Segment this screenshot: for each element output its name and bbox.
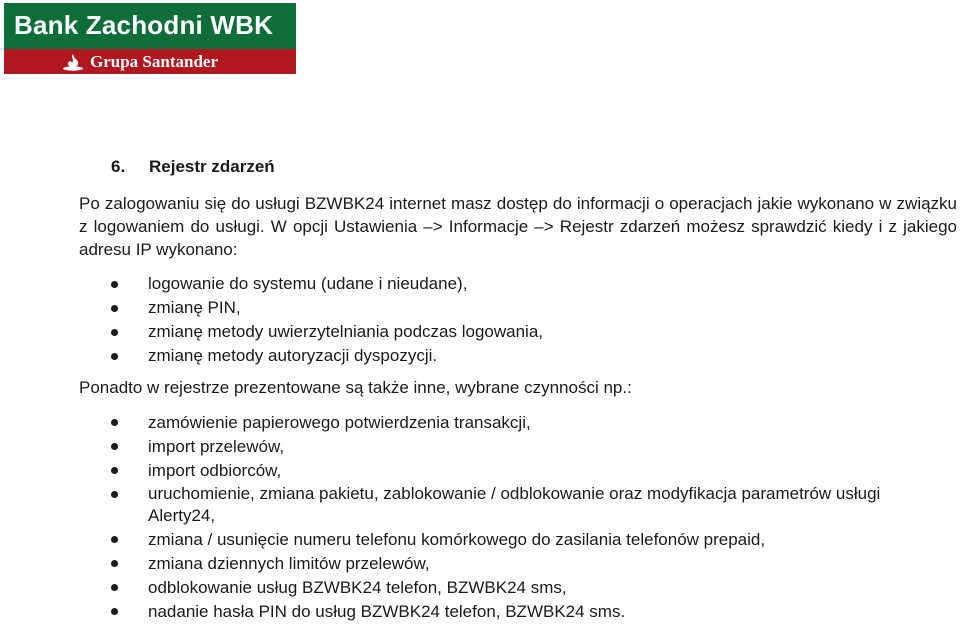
secondary-paragraph: Ponadto w rejestrze prezentowane są także inne, wybrane czynności np.: (79, 378, 632, 397)
logo-bank-name: Bank Zachodni WBK (14, 10, 274, 40)
bullet-icon (111, 419, 118, 426)
bullet-icon (111, 305, 118, 312)
santander-flame-icon (62, 53, 84, 71)
bullet-icon (111, 584, 118, 591)
bullet-icon (111, 281, 118, 288)
bullet-icon (111, 536, 118, 543)
bank-logo (4, 3, 296, 74)
section-title: Rejestr zdarzeń (149, 157, 275, 176)
bullet-icon (111, 443, 118, 450)
section-number: 6. (111, 157, 126, 176)
bullet-icon (111, 329, 118, 336)
logo-green-band (4, 3, 296, 49)
bullet-icon (111, 467, 118, 474)
intro-paragraph: Po zalogowaniu się do usługi BZWBK24 internet masz dostęp do informacji o operacjach jakie wykonano w związku z logowaniem do usługi. W opcji Ustawienia –> Informacje –> Rejestr zdarzeń możesz sprawdzić kiedy i z jakiego adresu IP wykonano: (79, 194, 957, 259)
bullet-icon (111, 608, 118, 615)
logo-group-name: Grupa Santander (90, 52, 218, 71)
bullet-icon (111, 491, 118, 498)
bullet-icon (111, 353, 118, 360)
bullet-icon (111, 560, 118, 567)
section-heading (111, 157, 275, 177)
